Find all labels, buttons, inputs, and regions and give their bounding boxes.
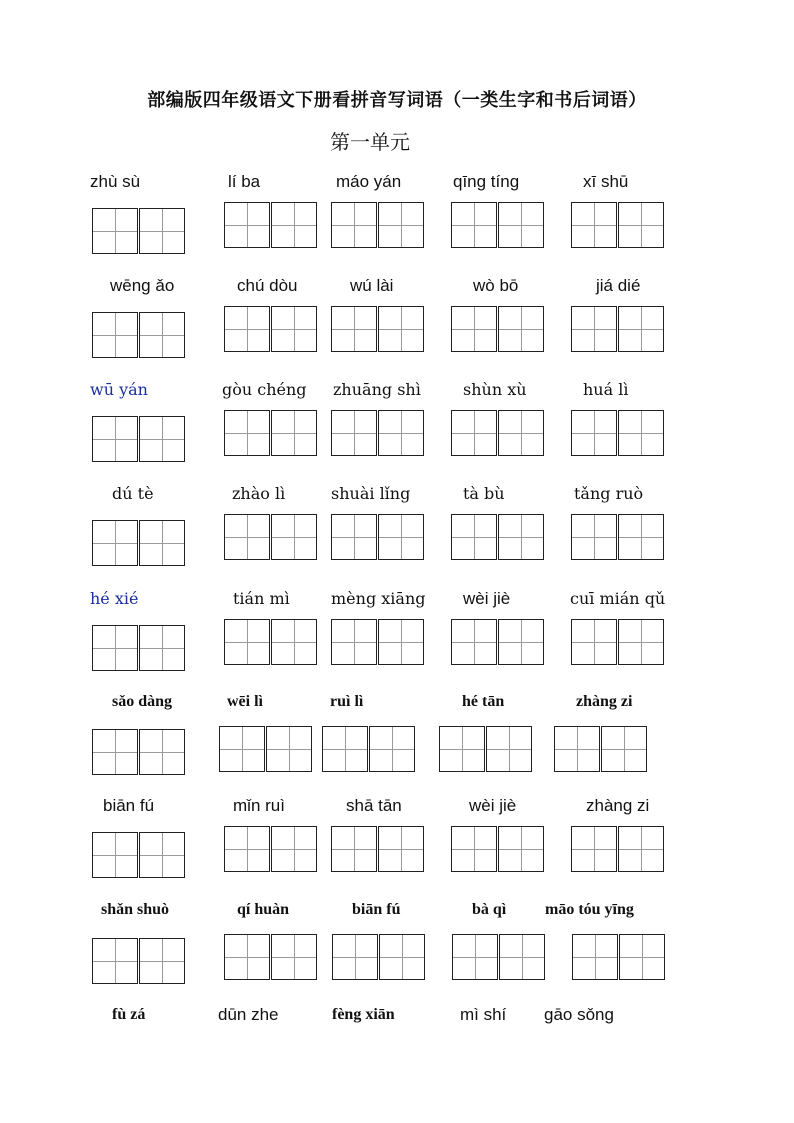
tianzige-pair[interactable] (92, 625, 186, 671)
tianzige-box[interactable] (271, 619, 317, 665)
tianzige-box[interactable] (92, 832, 138, 878)
tianzige-box[interactable] (618, 410, 664, 456)
tianzige-box[interactable] (571, 826, 617, 872)
pinyin-label: qīng tíng (453, 172, 520, 191)
tianzige-box[interactable] (486, 726, 532, 772)
tianzige-box[interactable] (224, 306, 270, 352)
tianzige-pair[interactable] (224, 826, 318, 872)
tianzige-box[interactable] (571, 619, 617, 665)
pinyin-label: lí ba (228, 172, 261, 191)
tianzige-box[interactable] (451, 826, 497, 872)
pinyin-label: dú tè (112, 484, 154, 503)
tianzige-box[interactable] (139, 520, 185, 566)
tianzige-box[interactable] (369, 726, 415, 772)
tianzige-box[interactable] (498, 202, 544, 248)
tianzige-box[interactable] (139, 312, 185, 358)
tianzige-box[interactable] (224, 934, 270, 980)
word-row (0, 796, 794, 896)
tianzige-box[interactable] (224, 619, 270, 665)
pinyin-label: mèng xiāng (331, 589, 426, 608)
pinyin-label: qí huàn (237, 901, 290, 918)
pinyin-label: zhàng zi (576, 693, 633, 710)
pinyin-label: shuài lǐng (331, 484, 411, 503)
tianzige-box[interactable] (271, 202, 317, 248)
tianzige-box[interactable] (224, 514, 270, 560)
word-row (0, 1005, 794, 1105)
pinyin-label: gāo sǒng (544, 1005, 614, 1024)
tianzige-box[interactable] (378, 619, 424, 665)
tianzige-box[interactable] (266, 726, 312, 772)
tianzige-pair[interactable] (571, 619, 665, 665)
tianzige-box[interactable] (378, 410, 424, 456)
tianzige-pair[interactable] (331, 410, 425, 456)
tianzige-pair[interactable] (571, 202, 665, 248)
tianzige-pair[interactable] (224, 514, 318, 560)
pinyin-label: shā tān (346, 796, 402, 815)
pinyin-label: jiá dié (596, 276, 641, 295)
pinyin-label: tà bù (463, 484, 505, 503)
unit-title: 第一单元 (330, 130, 410, 154)
tianzige-box[interactable] (224, 202, 270, 248)
pinyin-label: gòu chéng (222, 380, 307, 399)
tianzige-box[interactable] (139, 208, 185, 254)
document-title: 部编版四年级语文下册看拼音写词语（一类生字和书后词语） (147, 90, 647, 111)
tianzige-box[interactable] (331, 306, 377, 352)
tianzige-pair[interactable] (331, 826, 425, 872)
tianzige-box[interactable] (498, 826, 544, 872)
pinyin-label: zhàng zi (586, 796, 650, 815)
tianzige-pair[interactable] (224, 306, 318, 352)
tianzige-box[interactable] (451, 619, 497, 665)
tianzige-pair[interactable] (224, 202, 318, 248)
tianzige-box[interactable] (618, 306, 664, 352)
tianzige-box[interactable] (378, 202, 424, 248)
tianzige-box[interactable] (451, 514, 497, 560)
tianzige-pair[interactable] (224, 619, 318, 665)
tianzige-box[interactable] (571, 514, 617, 560)
tianzige-pair[interactable] (439, 726, 533, 772)
tianzige-box[interactable] (92, 208, 138, 254)
tianzige-pair[interactable] (92, 416, 186, 462)
tianzige-pair[interactable] (331, 619, 425, 665)
tianzige-box[interactable] (452, 934, 498, 980)
tianzige-pair[interactable] (332, 934, 426, 980)
pinyin-label: biān fú (103, 796, 155, 815)
pinyin-label: biān fú (352, 901, 401, 918)
tianzige-box[interactable] (139, 416, 185, 462)
tianzige-box[interactable] (139, 625, 185, 671)
pinyin-label: zhào lì (232, 484, 286, 503)
tianzige-pair[interactable] (224, 934, 318, 980)
tianzige-pair[interactable] (92, 520, 186, 566)
tianzige-box[interactable] (331, 514, 377, 560)
pinyin-label: bà qì (472, 901, 507, 918)
tianzige-pair[interactable] (219, 726, 313, 772)
pinyin-label: tǎng ruò (574, 484, 644, 503)
tianzige-box[interactable] (618, 514, 664, 560)
tianzige-pair[interactable] (224, 410, 318, 456)
tianzige-pair[interactable] (451, 514, 545, 560)
tianzige-box[interactable] (271, 306, 317, 352)
tianzige-pair[interactable] (452, 934, 546, 980)
tianzige-pair[interactable] (554, 726, 648, 772)
tianzige-box[interactable] (92, 625, 138, 671)
tianzige-box[interactable] (331, 826, 377, 872)
pinyin-label: tián mì (233, 589, 290, 608)
tianzige-pair[interactable] (571, 826, 665, 872)
tianzige-box[interactable] (331, 619, 377, 665)
pinyin-label: shǎn shuò (101, 901, 170, 918)
tianzige-box[interactable] (92, 938, 138, 984)
tianzige-pair[interactable] (451, 619, 545, 665)
tianzige-box[interactable] (378, 826, 424, 872)
tianzige-box[interactable] (451, 306, 497, 352)
tianzige-box[interactable] (378, 514, 424, 560)
word-row (0, 900, 794, 1000)
tianzige-pair[interactable] (451, 410, 545, 456)
tianzige-box[interactable] (92, 416, 138, 462)
pinyin-label: hé tān (462, 693, 505, 710)
tianzige-box[interactable] (271, 826, 317, 872)
pinyin-label: wò bō (473, 276, 519, 295)
tianzige-pair[interactable] (451, 306, 545, 352)
tianzige-pair[interactable] (571, 514, 665, 560)
tianzige-box[interactable] (498, 619, 544, 665)
tianzige-box[interactable] (571, 306, 617, 352)
tianzige-box[interactable] (139, 938, 185, 984)
pinyin-label: dūn zhe (218, 1005, 279, 1024)
word-row (0, 172, 794, 272)
pinyin-label: māo tóu yīng (545, 901, 634, 918)
pinyin-label: wèi jiè (469, 796, 517, 815)
tianzige-pair[interactable] (322, 726, 416, 772)
tianzige-box[interactable] (271, 410, 317, 456)
tianzige-box[interactable] (332, 934, 378, 980)
tianzige-pair[interactable] (331, 514, 425, 560)
tianzige-box[interactable] (271, 934, 317, 980)
word-row (0, 276, 794, 376)
tianzige-pair[interactable] (572, 934, 666, 980)
tianzige-pair[interactable] (92, 729, 186, 775)
tianzige-box[interactable] (322, 726, 368, 772)
pinyin-label: wēi lì (227, 693, 263, 710)
tianzige-pair[interactable] (451, 202, 545, 248)
tianzige-pair[interactable] (92, 208, 186, 254)
tianzige-box[interactable] (224, 410, 270, 456)
tianzige-box[interactable] (618, 826, 664, 872)
tianzige-box[interactable] (618, 202, 664, 248)
pinyin-label: fù zá (112, 1006, 146, 1023)
pinyin-label: mì shí (460, 1005, 507, 1024)
tianzige-box[interactable] (378, 306, 424, 352)
pinyin-label: fèng xiān (332, 1006, 395, 1023)
tianzige-box[interactable] (498, 410, 544, 456)
pinyin-label: mǐn ruì (233, 796, 285, 815)
word-row (0, 380, 794, 480)
pinyin-label: shùn xù (463, 380, 527, 399)
tianzige-box[interactable] (451, 202, 497, 248)
tianzige-box[interactable] (498, 306, 544, 352)
pinyin-label: xī shū (583, 172, 629, 191)
tianzige-pair[interactable] (92, 832, 186, 878)
pinyin-label: wèi jiè (463, 589, 511, 608)
tianzige-box[interactable] (498, 514, 544, 560)
word-row (0, 484, 794, 584)
tianzige-box[interactable] (601, 726, 647, 772)
tianzige-box[interactable] (139, 832, 185, 878)
pinyin-label: ruì lì (330, 693, 364, 710)
tianzige-box[interactable] (331, 202, 377, 248)
pinyin-label: cuī mián qǔ (570, 589, 666, 608)
pinyin-label: wēng ǎo (110, 276, 175, 295)
pinyin-label: wū yán (90, 380, 148, 399)
word-row (0, 589, 794, 689)
tianzige-box[interactable] (571, 202, 617, 248)
tianzige-box[interactable] (92, 520, 138, 566)
word-row (0, 692, 794, 792)
tianzige-pair[interactable] (571, 410, 665, 456)
tianzige-pair[interactable] (92, 938, 186, 984)
pinyin-label: chú dòu (237, 276, 298, 295)
tianzige-box[interactable] (572, 934, 618, 980)
tianzige-box[interactable] (439, 726, 485, 772)
tianzige-pair[interactable] (92, 312, 186, 358)
tianzige-box[interactable] (379, 934, 425, 980)
tianzige-box[interactable] (618, 619, 664, 665)
tianzige-box[interactable] (554, 726, 600, 772)
tianzige-box[interactable] (92, 312, 138, 358)
pinyin-label: hé xié (90, 589, 139, 608)
tianzige-box[interactable] (451, 410, 497, 456)
pinyin-label: huá lì (583, 380, 629, 399)
pinyin-label: máo yán (336, 172, 402, 191)
tianzige-box[interactable] (499, 934, 545, 980)
tianzige-pair[interactable] (331, 306, 425, 352)
pinyin-label: zhuāng shì (333, 380, 421, 399)
tianzige-pair[interactable] (331, 202, 425, 248)
tianzige-box[interactable] (224, 826, 270, 872)
tianzige-pair[interactable] (571, 306, 665, 352)
tianzige-box[interactable] (219, 726, 265, 772)
pinyin-label: wú lài (350, 276, 394, 295)
tianzige-box[interactable] (331, 410, 377, 456)
tianzige-box[interactable] (271, 514, 317, 560)
pinyin-label: sǎo dàng (112, 693, 173, 710)
tianzige-box[interactable] (571, 410, 617, 456)
tianzige-box[interactable] (139, 729, 185, 775)
tianzige-pair[interactable] (451, 826, 545, 872)
tianzige-box[interactable] (92, 729, 138, 775)
pinyin-label: zhù sù (90, 172, 141, 191)
tianzige-box[interactable] (619, 934, 665, 980)
